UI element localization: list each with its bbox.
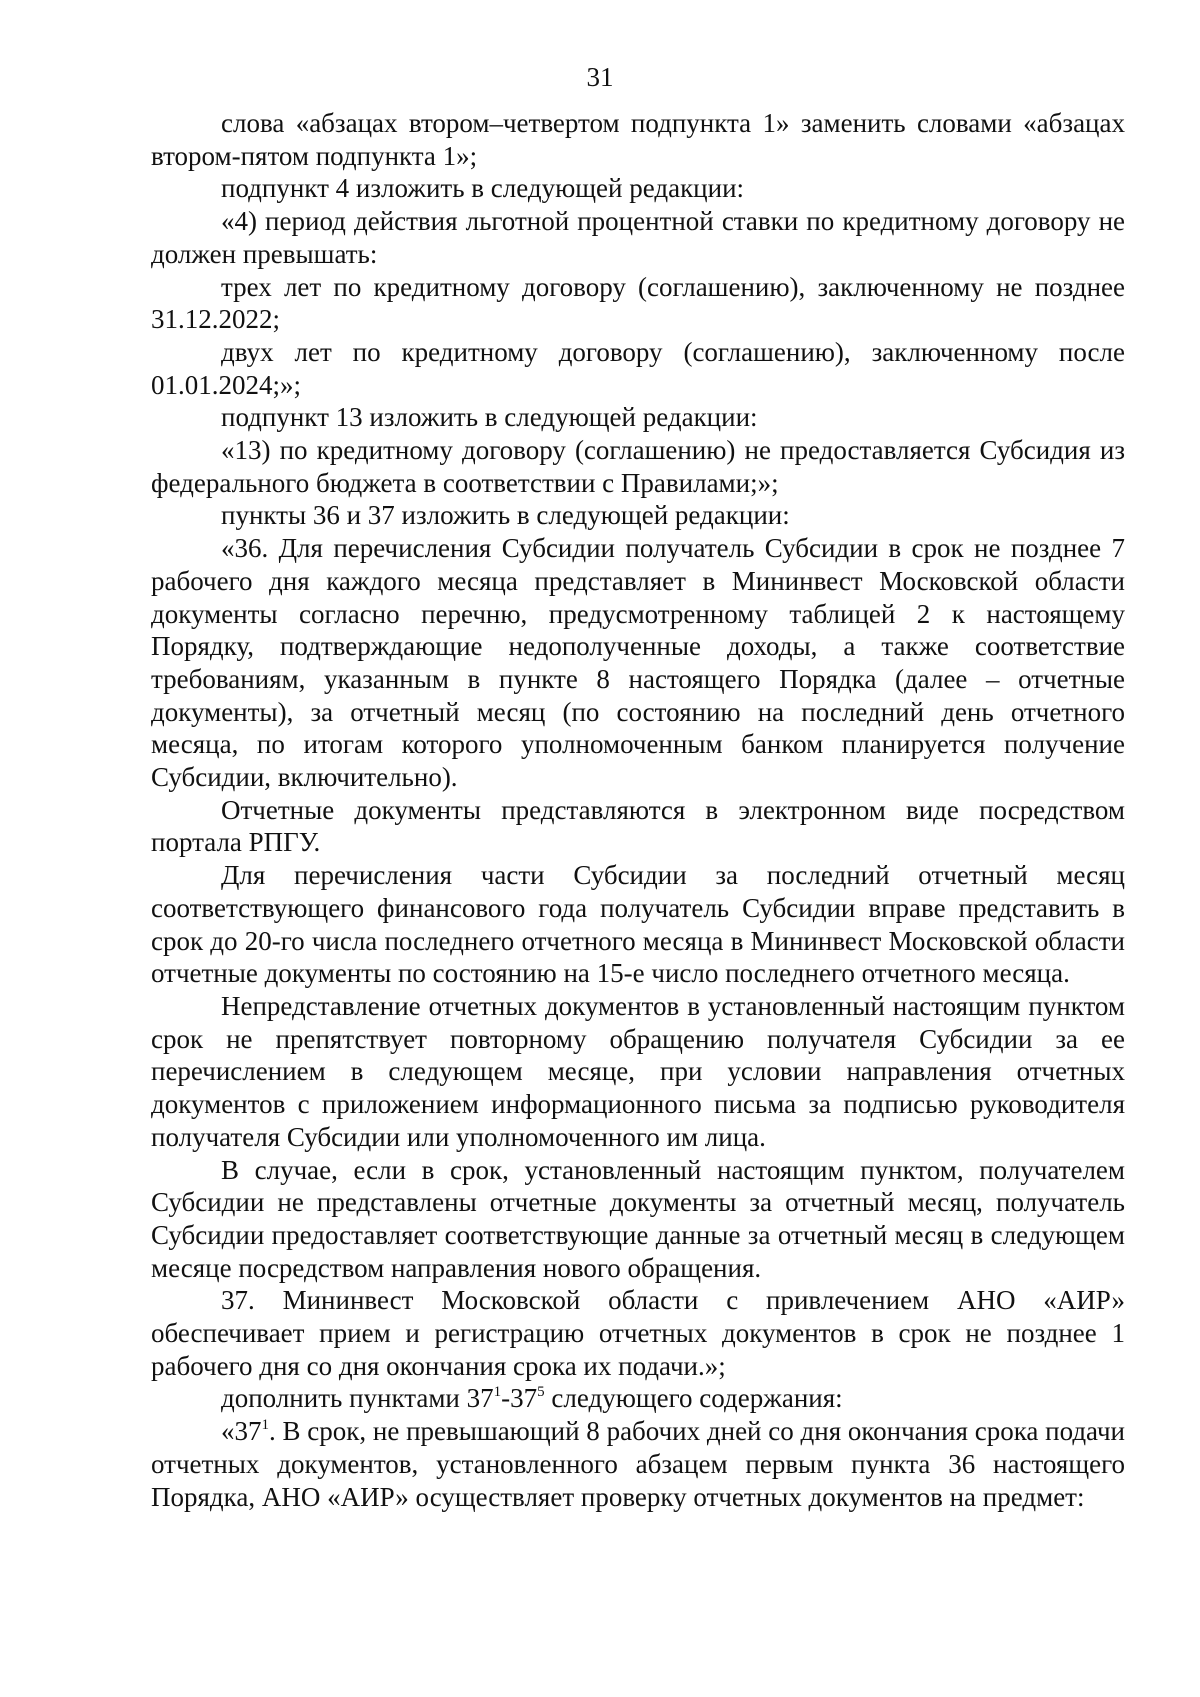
supplement-text: дополнить пунктами 37 (221, 1383, 494, 1414)
paragraph: «4) период действия льготной процентной ставки по кредитному договору не должен превышать: (151, 206, 1125, 269)
superscript: 5 (537, 1384, 545, 1401)
supplement-paragraph (151, 1382, 1125, 1415)
new-point-text: . В срок, не превышающий 8 рабочих дней со дня окончания срока подачи отчетных документов, установленного абзацем первым пункта 36 настоящего Порядка, АНО «АИР» осуществляет проверку отчетных документов на предмет: (151, 1416, 1125, 1512)
paragraph: подпункт 13 изложить в следующей редакции: (221, 402, 758, 433)
paragraph: подпункт 4 изложить в следующей редакции: (221, 173, 745, 204)
paragraph: пункты 36 и 37 изложить в следующей редакции: (221, 500, 790, 531)
document-body (151, 107, 1125, 1513)
supplement-text-end: следующего содержания: (544, 1383, 843, 1414)
paragraph: «13) по кредитному договору (соглашению) не предоставляется Субсидия из федерального бюджета в соответствии с Правилами;»; (151, 435, 1125, 498)
paragraph: двух лет по кредитному договору (соглашению), заключенному после 01.01.2024;»; (151, 336, 1125, 400)
page-number: 31 (586, 62, 614, 92)
paragraph: слова «абзацах втором–четвертом подпункта 1» заменить словами «абзацах втором-пятом подпункта 1»; (151, 108, 1125, 171)
superscript: 1 (261, 1417, 269, 1434)
superscript: 1 (493, 1384, 502, 1401)
paragraph: «36. Для перечисления Субсидии получатель Субсидии в срок не позднее 7 рабочего дня каждого месяца представляет в Мининвест Московской области документы согласно перечню, предусмотренному таблицей 2 к настоящему Порядку, подтверждающие недополученные доходы, а также соответствие требованиям, указанным в пункте 8 настоящего Порядка (далее – отчетные документы), за отчетный месяц (по состоянию на последний день отчетного месяца, по итогам которого уполномоченным банком планируется получение Субсидии, включительно). (151, 533, 1125, 793)
paragraph: трех лет по кредитному договору (соглашению), заключенному не позднее 31.12.2022; (151, 271, 1125, 335)
paragraph: Отчетные документы представляются в электронном виде посредством портала РПГУ. (151, 794, 1125, 858)
paragraph: Для перечисления части Субсидии за последний отчетный месяц соответствующего финансового года получатель Субсидии вправе представить в срок до 20-го числа последнего отчетного месяца в Мининвест Московской области отчетные документы по состоянию на 15-е число последнего отчетного месяца. (151, 860, 1125, 989)
new-point-paragraph (151, 1415, 1125, 1513)
supplement-range: -37 (501, 1383, 538, 1414)
new-point-number: «37 (221, 1416, 262, 1447)
paragraph: 37. Мининвест Московской области с привлечением АНО «АИР» обеспечивает прием и регистрацию отчетных документов в срок не позднее 1 рабочего дня со дня окончания срока их подачи.»; (151, 1285, 1125, 1381)
paragraph: Непредставление отчетных документов в установленный настоящим пунктом срок не препятствует повторному обращению получателя Субсидии за ее перечислением в следующем месяце, при условии направления отчетных документов с приложением информационного письма за подписью руководителя получателя Субсидии или уполномоченного им лица. (151, 990, 1125, 1152)
paragraph: В случае, если в срок, установленный настоящим пунктом, получателем Субсидии не представлены отчетные документы за отчетный месяц, получатель Субсидии предоставляет соответствующие данные за отчетный месяц в следующем месяце посредством направления нового обращения. (151, 1154, 1125, 1283)
